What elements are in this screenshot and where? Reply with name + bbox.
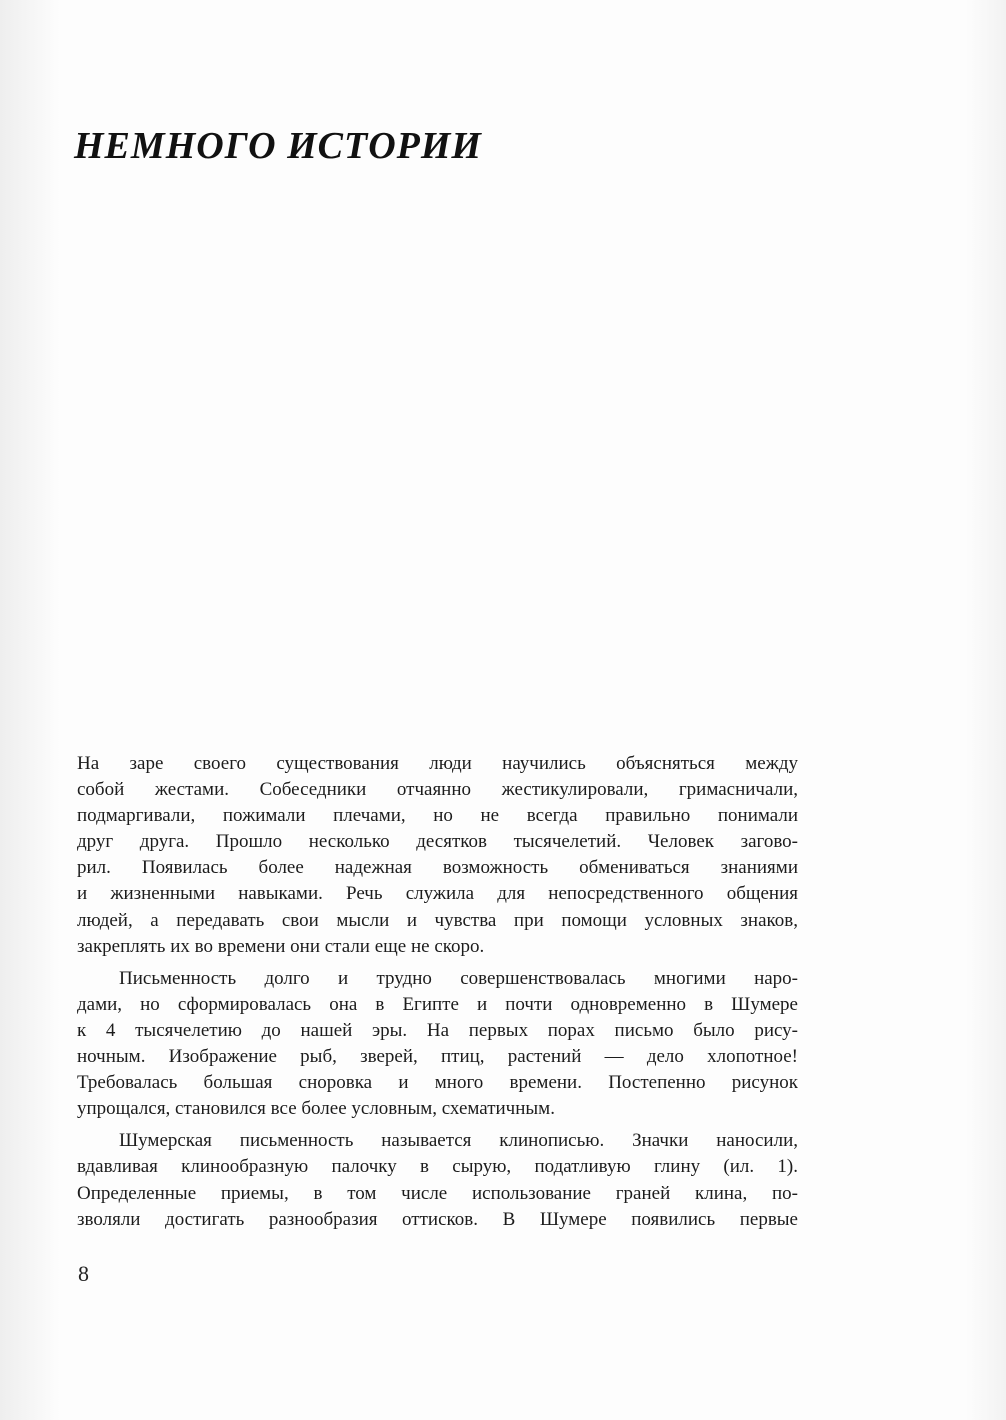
paragraph-2	[77, 966, 798, 1123]
body-text	[77, 751, 798, 1233]
paragraph-3	[77, 1128, 798, 1232]
text-line: рил. Появилась более надежная возможность обмениваться знаниями	[77, 857, 798, 879]
text-line: к 4 тысячелетию до нашей эры. На первых порах письмо было рису-	[77, 1019, 798, 1041]
text-line: На заре своего существования люди научились объясняться между	[77, 753, 798, 774]
text-line: Письменность долго и трудно совершенствовалась многими наро-	[119, 967, 798, 989]
scan-shadow-left	[0, 0, 60, 1420]
text-line: вдавливая клинообразную палочку в сырую, податливую глину (ил. 1).	[77, 1156, 798, 1178]
text-line: закреплять их во времени они стали еще не скоро.	[77, 935, 485, 957]
text-line: дами, но сформировалась она в Египте и почти одновременно в Шумере	[77, 993, 798, 1015]
paragraph-1	[77, 751, 798, 960]
text-line: Шумерская письменность называется клинописью. Значки наносили,	[119, 1130, 798, 1152]
text-line: Требовалась большая сноровка и много времени. Постепенно рисунок	[77, 1072, 798, 1094]
page-number: 8	[78, 1261, 89, 1286]
text-line: зволяли достигать разнообразия оттисков. В Шумере появились первые	[77, 1208, 798, 1230]
text-line: друг друга. Прошло несколько десятков тысячелетий. Человек загово-	[77, 831, 798, 853]
text-line: людей, а передавать свои мысли и чувства при помощи условных знаков,	[77, 909, 798, 931]
scan-shadow-right	[966, 0, 1006, 1420]
text-line: подмаргивали, пожимали плечами, но не всегда правильно понимали	[77, 805, 798, 827]
text-line: собой жестами. Собеседники отчаянно жестикулировали, гримасничали,	[77, 779, 798, 801]
text-line: ночным. Изображение рыб, зверей, птиц, растений — дело хлопотное!	[77, 1046, 798, 1068]
text-line: упрощался, становился все более условным, схематичным.	[77, 1098, 555, 1120]
chapter-title: НЕМНОГО ИСТОРИИ	[74, 125, 482, 167]
text-line: Определенные приемы, в том числе использование граней клина, по-	[77, 1182, 798, 1204]
text-line: и жизненными навыками. Речь служила для непосредственного общения	[77, 883, 798, 905]
